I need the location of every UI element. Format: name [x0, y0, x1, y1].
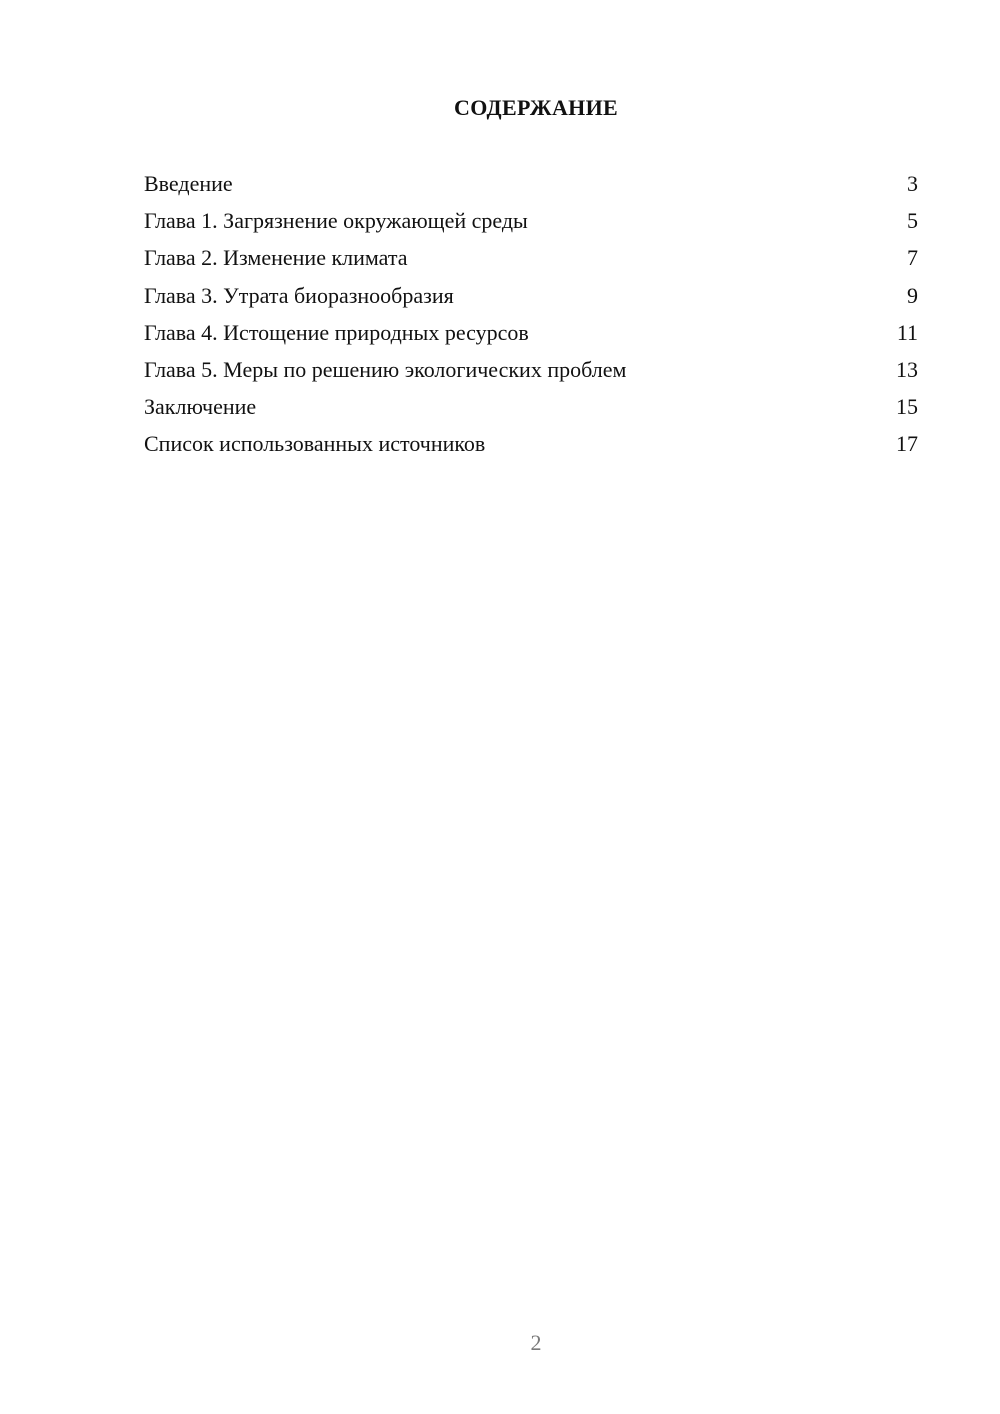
toc-entry-label: Глава 5. Меры по решению экологических проблем: [144, 356, 627, 382]
toc-entry-page: 15: [896, 394, 918, 420]
table-of-contents: [144, 168, 918, 466]
toc-entry-chapter-5[interactable]: [144, 354, 918, 391]
page-title: СОДЕРЖАНИЕ: [454, 95, 618, 120]
toc-entry-page: 9: [907, 282, 918, 308]
toc-entry-chapter-2[interactable]: [144, 242, 918, 279]
toc-entry-page: 11: [896, 319, 918, 345]
toc-entry-label: Список использованных источников: [144, 431, 486, 457]
toc-entry-chapter-4[interactable]: [144, 317, 918, 354]
toc-entry-page: 3: [907, 171, 918, 196]
toc-entry-page: 13: [896, 356, 918, 382]
toc-entry-label: Глава 2. Изменение климата: [144, 245, 408, 271]
toc-entry-chapter-1[interactable]: [144, 205, 918, 242]
toc-entry-label: Глава 1. Загрязнение окружающей среды: [144, 208, 528, 234]
toc-entry-references[interactable]: [144, 428, 918, 465]
toc-entry-conclusion[interactable]: [144, 391, 918, 428]
toc-entry-label: Глава 3. Утрата биоразнообразия: [144, 282, 454, 308]
toc-entry-label: Глава 4. Истощение природных ресурсов: [144, 319, 529, 345]
toc-entry-label: Введение: [144, 171, 233, 196]
page-number: 2: [530, 1330, 542, 1355]
toc-entry-label: Заключение: [144, 394, 257, 420]
toc-entry-page: 7: [907, 245, 918, 271]
toc-entry-page: 5: [907, 208, 918, 234]
toc-entry-chapter-3[interactable]: [144, 280, 918, 317]
toc-entry-introduction[interactable]: [144, 168, 918, 205]
toc-entry-page: 17: [896, 431, 918, 457]
